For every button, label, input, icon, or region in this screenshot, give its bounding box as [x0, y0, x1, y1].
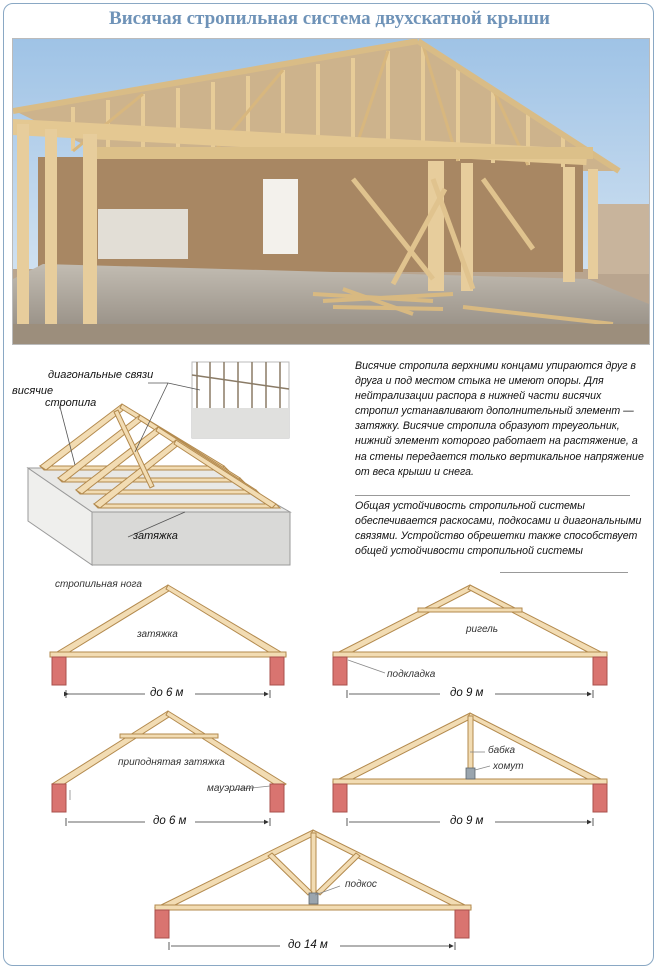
label-hanging-2: стропила: [45, 397, 97, 409]
truss-1-label-tie: затяжка: [137, 629, 178, 640]
truss-1-span: до 6 м: [150, 687, 184, 699]
truss-4-label-king-post: бабка: [488, 745, 516, 756]
truss-1-label-rafter: стропильная нога: [55, 579, 142, 590]
label-hanging-1: висячие: [12, 385, 54, 397]
truss-3-span: до 6 м: [153, 815, 187, 827]
truss-2-label-pad: подкладка: [387, 669, 436, 680]
truss-4-label-clamp: хомут: [493, 761, 524, 772]
truss-4-span: до 9 м: [450, 815, 484, 827]
truss-5-label-strut: подкос: [345, 879, 377, 890]
truss-2-label-crossbar: ригель: [466, 624, 499, 635]
truss-2-span: до 9 м: [450, 687, 484, 699]
label-tie: затяжка: [133, 530, 178, 542]
label-diagonal-ties: диагональные связи: [48, 369, 154, 381]
truss-3-label-raised-tie: приподнятая затяжка: [118, 757, 225, 768]
description-paragraph-1: Висячие стропила верхними концами упираются друг в друга и под местом стыка не имеют опоры. Для нейтрализации распора в нижней части висячих стропил устанавливают дополнительный элемент — затяжку. Висячие стропила образуют треугольник, нижний элемент которого работает на растяжение, а на стены передается только вертикальное напряжение от веса крыши и снега.: [355, 360, 644, 478]
truss-3-label-mauerlat: мауэрлат: [207, 783, 254, 794]
truss-5-span: до 14 м: [288, 939, 328, 951]
description-paragraph-2: Общая устойчивость стропильной системы обеспечивается раскосами, подкосами и диагональными связями. Устройство обрешетки также способствует общей устойчивости стропильной системы: [355, 500, 642, 558]
page-title: Висячая стропильная система двухскатной крыши: [109, 8, 550, 29]
